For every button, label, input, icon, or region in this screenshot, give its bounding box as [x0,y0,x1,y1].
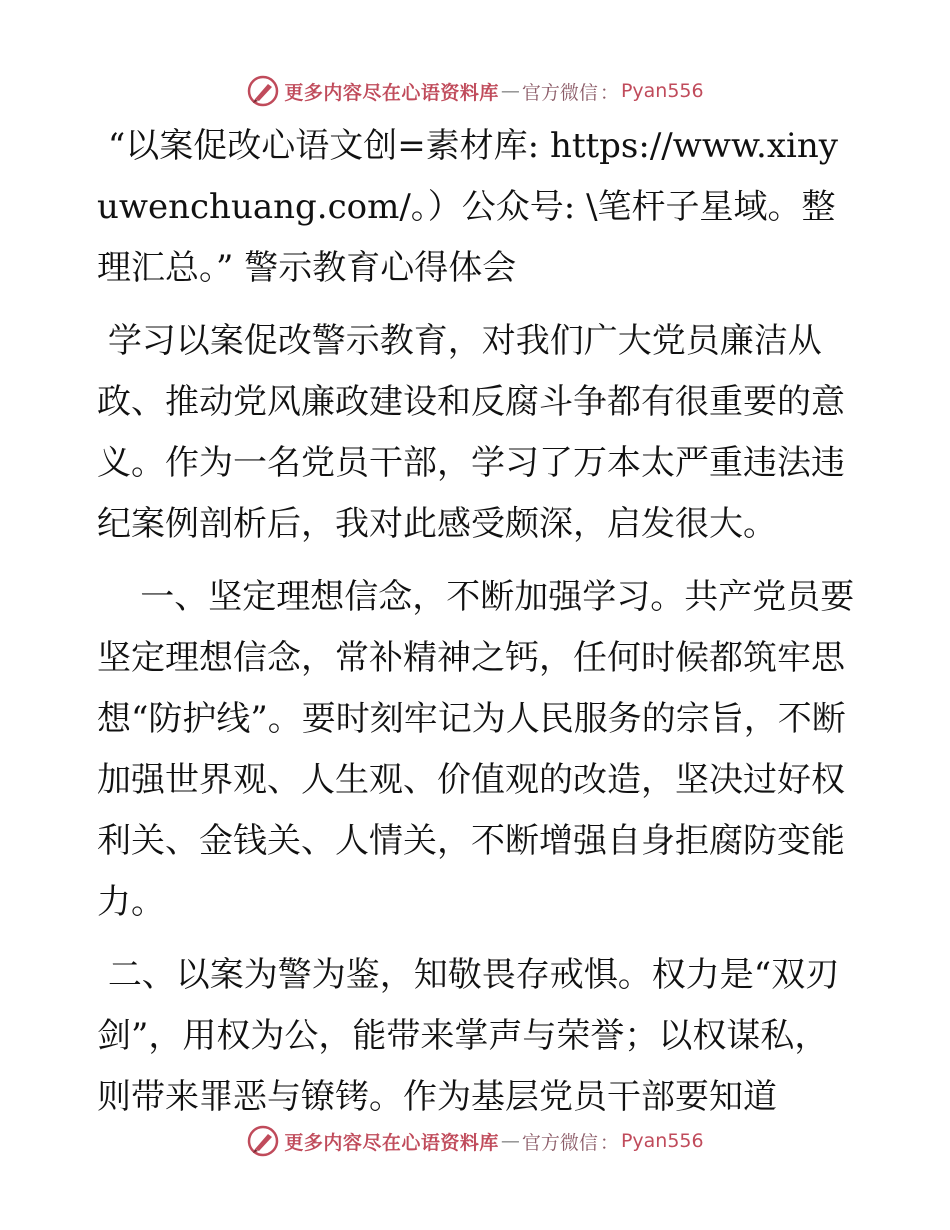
pen-logo-icon [246,1124,280,1158]
paragraph-intro: 学习以案促改警示教育，对我们广大党员廉洁从政、推动党风廉政建设和反腐斗争都有很重要的意义。作为一名党员干部，学习了万本太严重违法违纪案例剖析后，我对此感受颇深，启发很大。 [97,321,845,544]
watermark-dash: — [500,1130,520,1152]
watermark-text: 更多内容尽在心语资料库 [284,81,499,104]
watermark-text: 更多内容尽在心语资料库 [284,1131,499,1154]
watermark-dash: — [500,80,520,102]
watermark-colon: ： [599,81,619,104]
footer-watermark [0,1124,950,1158]
paragraph-point-one: 一、坚定理想信念，不断加强学习。共产党员要坚定理想信念，常补精神之钙，任何时候都筑牢思想“防护线”。要时刻牢记为人民服务的宗旨，不断加强世界观、人生观、价值观的改造，坚决过好权利关、金钱关、人情关，不断增强自身拒腐防变能力。 [97,577,855,922]
watermark-wechat-label: 官方微信 [521,1131,598,1154]
paragraph-title: “以案促改心语文创=素材库: https://www.xinyuwenchuang.com/。）公众号: \笔杆子星域。整理汇总。” 警示教育心得体会 [97,126,838,288]
header-watermark [0,74,950,108]
watermark-wechat-id: Pyan556 [620,80,704,102]
watermark-wechat-label: 官方微信 [521,81,598,104]
document-body [97,116,857,1128]
watermark-wechat-id: Pyan556 [620,1130,704,1152]
pen-logo-icon [246,74,280,108]
paragraph-point-two: 二、以案为警为鉴，知敬畏存戒惧。权力是“双刃剑”，用权为公，能带来掌声与荣誉；以权谋私，则带来罪恶与镣铐。作为基层党员干部要知道 [97,955,840,1117]
watermark-colon: ： [599,1131,619,1154]
